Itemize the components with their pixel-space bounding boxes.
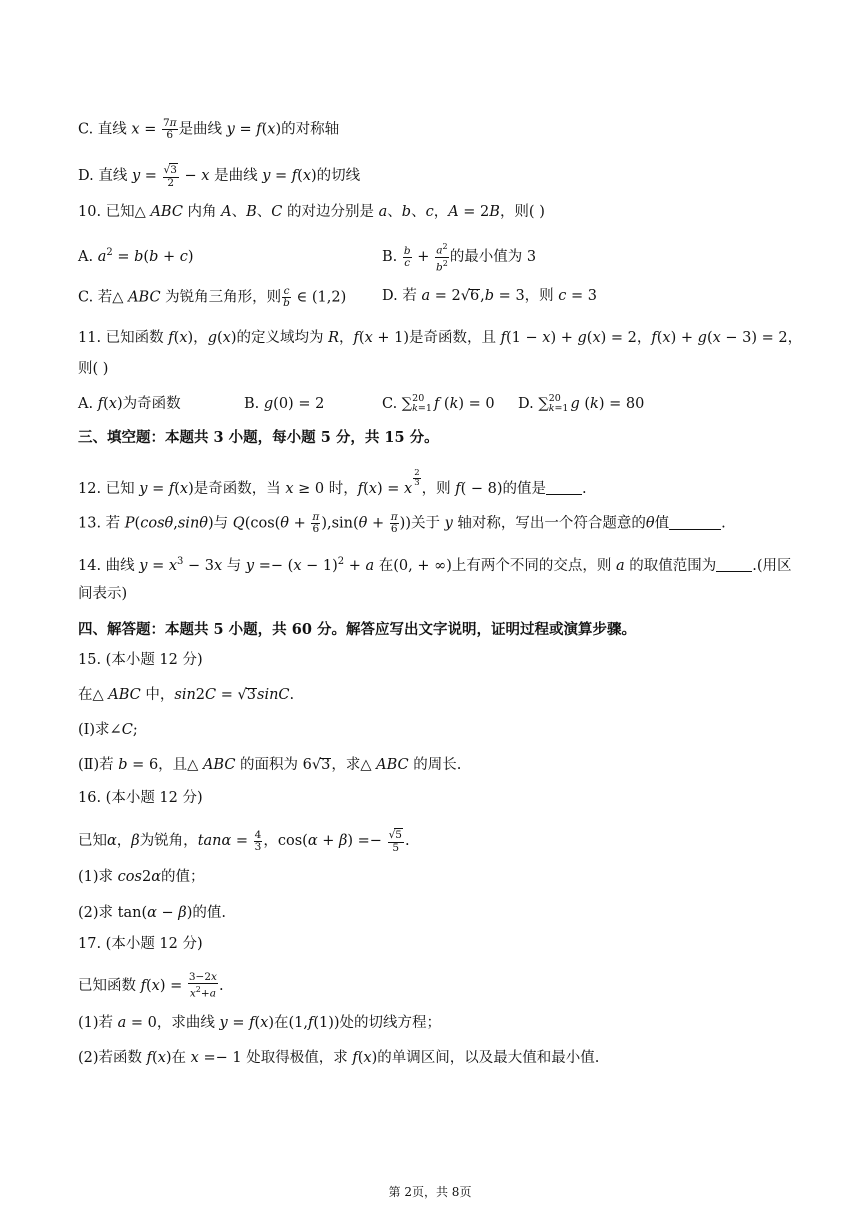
q17-part-1: (1)若 a = 0，求曲线 y = f(x)在(1,f(1))处的切线方程； (78, 1015, 442, 1031)
q11-option-c: C. ∑ 20 k=1 f (k) = 0 (382, 393, 495, 414)
q10-option-d: D. 若 a = 2√6,b = 3，则 c = 3 (382, 288, 597, 304)
q15-part-2: (Ⅱ)若 b = 6，且△ ABC 的面积为 6√3，求△ ABC 的周长. (78, 757, 462, 773)
q17-heading: 17. (本小题 12 分) (78, 936, 203, 952)
q10-option-b: B. $\frac{b}{c}$ + $\frac{a^2}{b^2}$ 的最小值为 3 (382, 242, 537, 273)
q9-option-c: C. 直线 x = $\frac{7\pi}{6}$ 是曲线 y = f(x)的对称轴 (78, 117, 340, 141)
q11-stem: 11. 已知函数 f(x)，g(x)的定义域均为 R，f(x + 1)是奇函数，且 f(1 − x) + g(x) = 2，f(x) + g(x − 3) = 2， (78, 330, 803, 346)
q15-heading: 15. (本小题 12 分) (78, 652, 203, 668)
q15-part-1: (Ⅰ)求∠C; (78, 722, 138, 738)
q10-stem: 10. 已知△ ABC 内角 A、B、C 的对边分别是 a、b、c，A = 2B，则( ) (78, 204, 545, 220)
q16-part-2: (2)求 tan(α − β)的值. (78, 905, 226, 921)
section-3-heading: 三、填空题：本题共 3 小题，每小题 5 分，共 15 分。 (78, 429, 439, 446)
q15-stem: 在△ ABC 中，sin2C = √3sinC. (78, 687, 295, 703)
q16-part-1: (1)求 cos2α的值； (78, 869, 205, 885)
q14-line2: 间表示) (78, 586, 128, 602)
page-footer: 第 2页，共 8页 (388, 1185, 472, 1199)
q12: 12. 已知 y = f(x)是奇函数，当 x ≥ 0 时，f(x) = x $\frac{2}{3}$ ，则 f( − 8)的值是 . (78, 468, 587, 497)
q17-stem: 已知函数 f(x) = $\frac{3-2x}{x^2+a}$ . (78, 971, 224, 1000)
q11-option-a: A. f(x)为奇函数 (78, 396, 181, 412)
q13: 13. 若 P(cosθ,sinθ)与 Q(cos(θ + $\frac{\pi}{6}$ ),sin(θ + $\frac{\pi}{6}$ ))关于 y 轴对称，写出一个符合题意的θ值 . (78, 511, 726, 535)
q16-heading: 16. (本小题 12 分) (78, 790, 203, 806)
q10-option-a: A. $a^2 = b(b + c)$ (78, 247, 194, 265)
q10-option-c: C. 若△ ABC 为锐角三角形，则 $\frac{c}{b}$ ∈ (1,2) (78, 285, 347, 309)
q16-stem: 已知α，β为锐角，tanα = $\frac{4}{3}$ ，cos(α + β) =− $\frac{√5}{5}$ . (78, 828, 410, 854)
q11-stem-tail: 则( ) (78, 361, 109, 377)
q9-option-d: D. 直线 y = $\frac{√3}{2}$ − x 是曲线 y = f(x)的切线 (78, 164, 361, 189)
q14-line1: 14. 曲线 $y = x^3 - 3x$ 与 $y =- (x - 1)^2 + a$ 在(0, + ∞)上有两个不同的交点，则 a 的取值范围为 .(用区 (78, 556, 792, 574)
q17-part-2: (2)若函数 f(x)在 x =− 1 处取得极值，求 f(x)的单调区间，以及最大值和最小值. (78, 1050, 600, 1066)
section-4-heading: 四、解答题：本题共 5 小题，共 60 分。解答应写出文字说明，证明过程或演算步骤。 (78, 621, 636, 638)
q11-option-d: D. ∑ 20 k=1 g (k) = 80 (518, 393, 645, 414)
q11-option-b: B. g(0) = 2 (244, 396, 325, 412)
